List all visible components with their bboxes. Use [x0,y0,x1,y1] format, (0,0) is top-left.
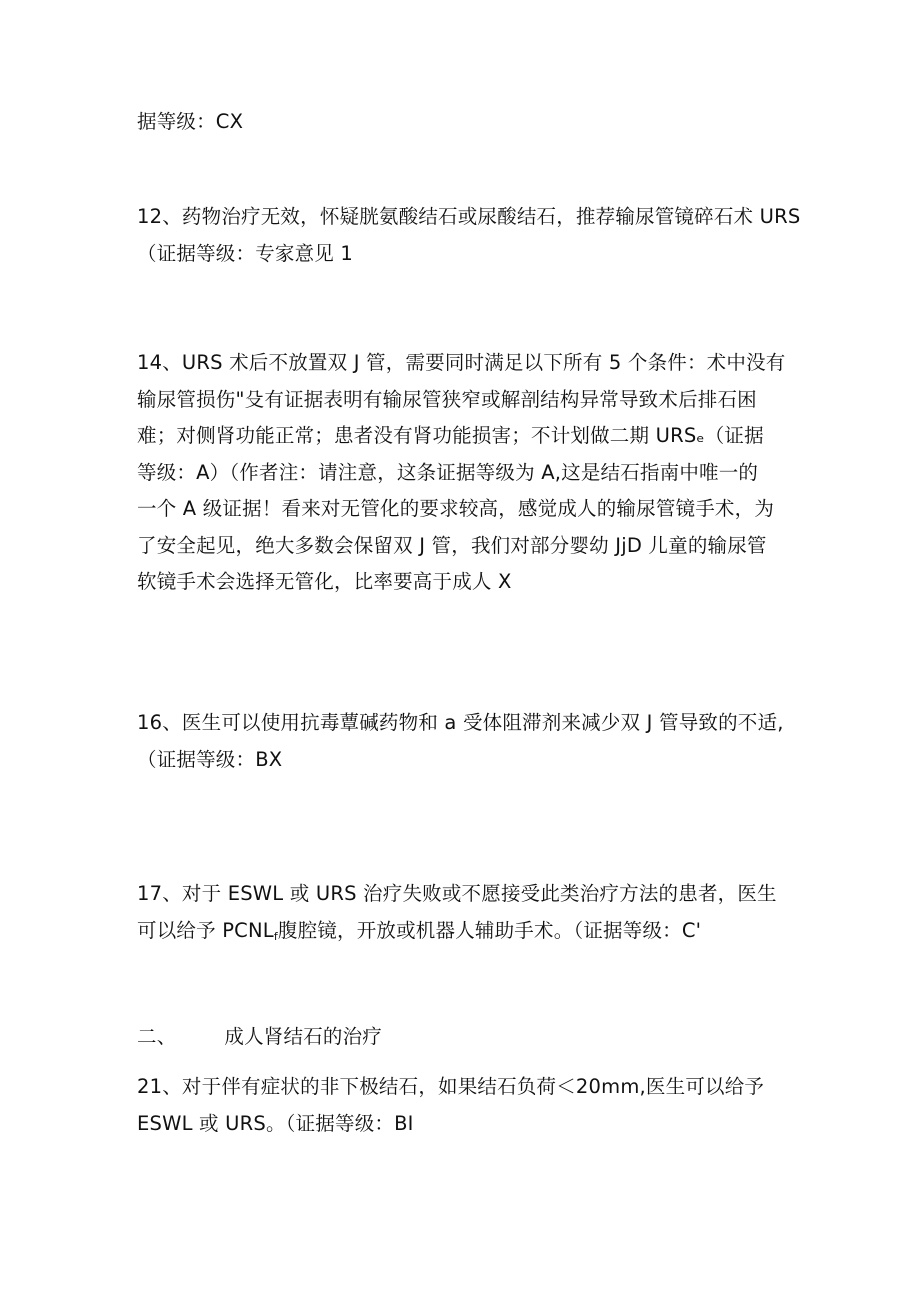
text-line: 据等级：CX [137,110,244,133]
text-line: 21、对于伴有症状的非下极结石，如果结石负荷＜20mm,医生可以给予 [137,1075,765,1098]
text-line: （证据等级：专家意见 1 [137,241,354,265]
text-line: 软镜手术会选择无管化，比率要高于成人 X [137,570,512,593]
text-line: 17、对于 ESWL 或 URS 治疗失败或不愿接受此类治疗方法的患者，医生 [137,882,777,905]
paragraph-item-17 [137,876,797,955]
text-line: 难；对侧肾功能正常；患者没有肾功能损害；不计划做二期 URSₑ（证据 [137,424,764,447]
paragraph-item-21 [137,1069,797,1142]
text-line [137,913,797,956]
text-fragment: 腹腔镜，开放或机器人辅助手术。（证据等级：C' [277,918,702,942]
text-line: 了安全起见，绝大多数会保留双 J 管，我们对部分婴幼 JjD 儿童的输尿管 [137,533,767,557]
text-fragment: 可以给予 PCNL [137,918,274,942]
text-line: 12、药物治疗无效，怀疑胱氨酸结石或尿酸结石，推荐输尿管镜碎石术 URS [137,205,801,228]
section-heading [137,1019,797,1056]
text-line: （证据等级：BX [137,747,283,771]
text-line: 等级：A）（作者注：请注意，这条证据等级为 A,这是结石指南中唯一的 [137,460,759,484]
text-line: 16、医生可以使用抗毒蕈碱药物和 a 受体阻滞剂来减少双 J 管导致的不适, [137,711,784,734]
text-line: 14、URS 术后不放置双 J 管，需要同时满足以下所有 5 个条件：术中没有 [137,351,786,374]
text-line: ESWL 或 URS。（证据等级：BI [137,1111,414,1135]
subscript-char: f [273,929,278,943]
paragraph-item-12 [137,199,801,272]
paragraph-item-14 [137,345,797,601]
section-title: 成人肾结石的治疗 [224,1025,383,1048]
text-line: 输尿管损伤"殳有证据表明有输尿管狭窄或解剖结构异常导致术后排石困 [137,387,757,411]
section-number: 二、 [137,1025,177,1048]
paragraph-item-16 [137,705,797,778]
text-line: 一个 A 级证据！看来对无管化的要求较高，感觉成人的输尿管镜手术，为 [137,497,775,520]
paragraph-evidence-cx [137,104,797,141]
